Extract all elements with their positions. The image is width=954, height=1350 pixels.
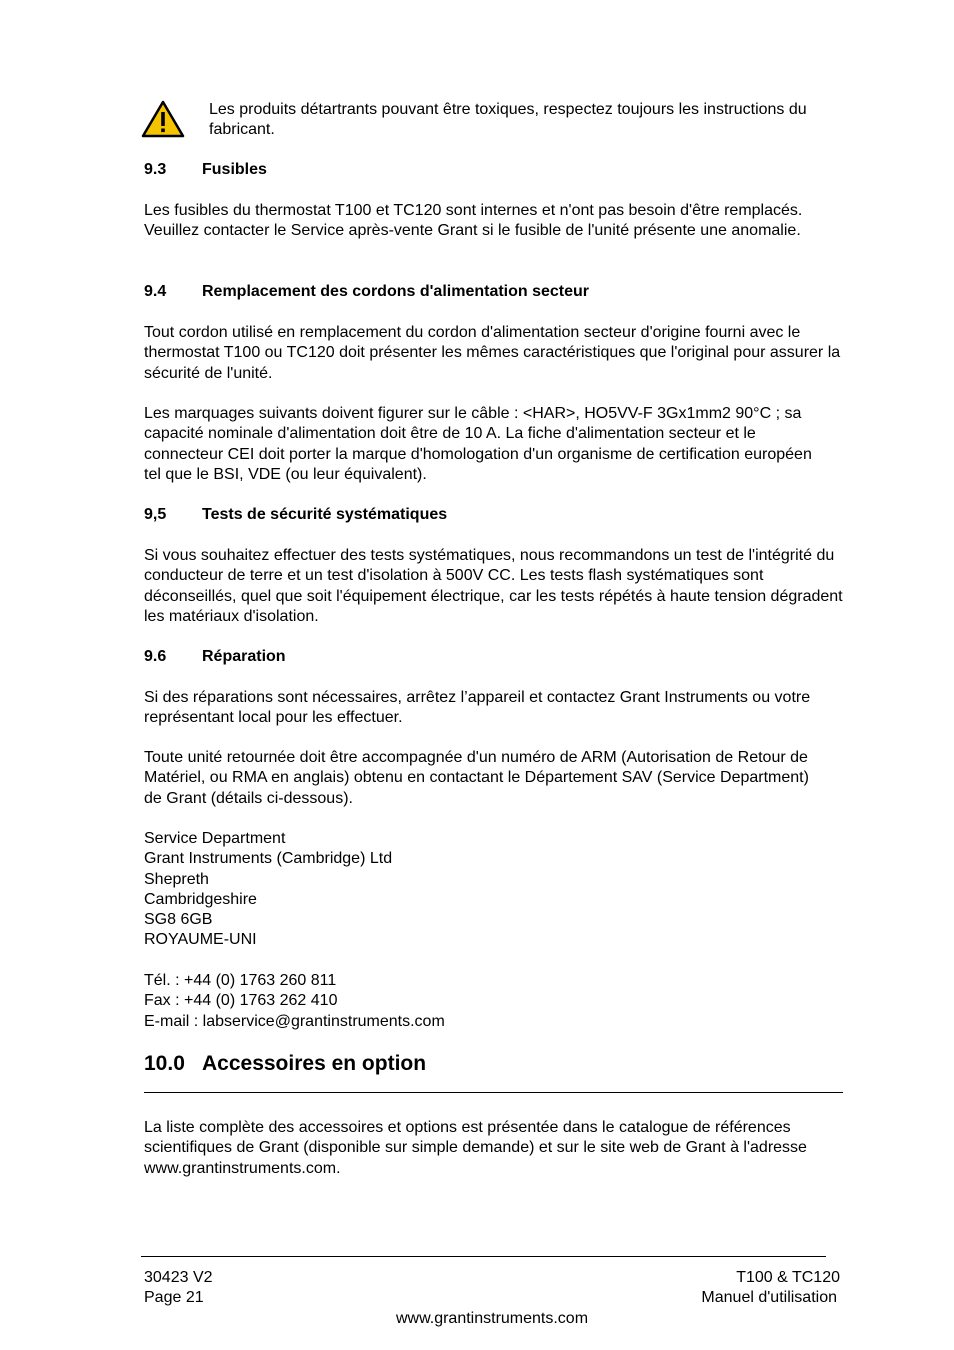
chapter-divider [144,1092,843,1093]
section-title: Remplacement des cordons d'alimentation secteur [202,283,590,300]
footer-divider [141,1256,826,1257]
section-heading-9-4 [144,282,589,302]
address-line: ROYAUME-UNI [144,931,257,949]
address-line: Shepreth [144,870,209,888]
page-number: Page 21 [144,1289,204,1307]
address-block [144,829,392,951]
paragraph: Si vous souhaitez effectuer des tests systématiques, nous recommandons un test de l'intégrité du conducteur de terre et un test d'isolation à 500V CC. Les tests flash systématiques sont déconseillés, quel que soit l'équipement électrique, car les tests répétés à haute tension dégradent les matériaux d'isolation. [144,547,843,625]
section-title: Réparation [202,648,286,665]
product-name: T100 & TC120 [736,1269,840,1286]
footer-right [701,1268,840,1309]
section-title: Fusibles [202,161,267,178]
footer-url: www.grantinstruments.com [395,1310,589,1327]
section-title: Tests de sécurité systématiques [202,506,448,523]
warning-text: Les produits détartrants pouvant être toxiques, respectez toujours les instructions du fabricant. [209,101,807,139]
address-line: Service Department [144,830,286,847]
chapter-number: 10.0 [144,1052,185,1075]
warning-triangle-icon [141,99,185,139]
section-number: 9.6 [144,648,167,665]
paragraph: Si des réparations sont nécessaires, arrêtez l’appareil et contactez Grant Instruments ou votre représentant local pour les effectuer. [144,689,811,727]
address-line: SG8 6GB [144,911,213,929]
section-number: 9.3 [144,161,167,178]
paragraph: La liste complète des accessoires et options est présentée dans le catalogue de références scientifiques de Grant (disponible sur simple demande) et sur le site web de Grant à l'adresse www.grantinstruments.com. [144,1119,807,1177]
address-line: Cambridgeshire [144,890,257,908]
section-number: 9,5 [144,506,167,523]
email: E-mail : labservice@grantinstruments.com [144,1012,445,1030]
contact-block [144,971,445,1032]
doc-id: 30423 V2 [144,1269,213,1286]
chapter-heading [144,1050,426,1078]
footer-left [144,1268,213,1309]
section-heading-9-3 [144,160,267,180]
paragraph: Tout cordon utilisé en remplacement du cordon d'alimentation secteur d'origine fourni avec le thermostat T100 ou TC120 doit présenter les mêmes caractéristiques que l'original pour assurer la sécurité de l'unité. [144,324,841,382]
paragraph: Toute unité retournée doit être accompagnée d'un numéro de ARM (Autorisation de Retour de Matériel, ou RMA en anglais) obtenu en contactant le Département SAV (Service Department) de Grant (détails ci-dessous). [144,749,809,807]
address-line: Grant Instruments (Cambridge) Ltd [144,850,393,868]
paragraph: Les marquages suivants doivent figurer sur le câble : <HAR>, HO5VV-F 3Gx1mm2 90°C ; sa capacité nominale d'alimentation doit être de 10 A. La fiche d'alimentation secteur et le connecteur CEI doit porter la marque d'homologation d'un organisme de certification européen tel que le BSI, VDE (ou leur équivalent). [144,405,812,483]
chapter-title: Accessoires en option [202,1052,427,1075]
paragraph: Les fusibles du thermostat T100 et TC120 sont internes et n'ont pas besoin d'être remplacés. Veuillez contacter le Service après-vente Grant si le fusible de l'unité présente une anomalie. [144,202,803,240]
fax: Fax : +44 (0) 1763 262 410 [144,992,338,1010]
phone: Tél. : +44 (0) 1763 260 811 [144,972,337,989]
section-heading-9-6 [144,647,286,667]
section-heading-9-5 [144,505,447,525]
section-number: 9.4 [144,283,167,300]
manual-name: Manuel d'utilisation [701,1289,837,1307]
